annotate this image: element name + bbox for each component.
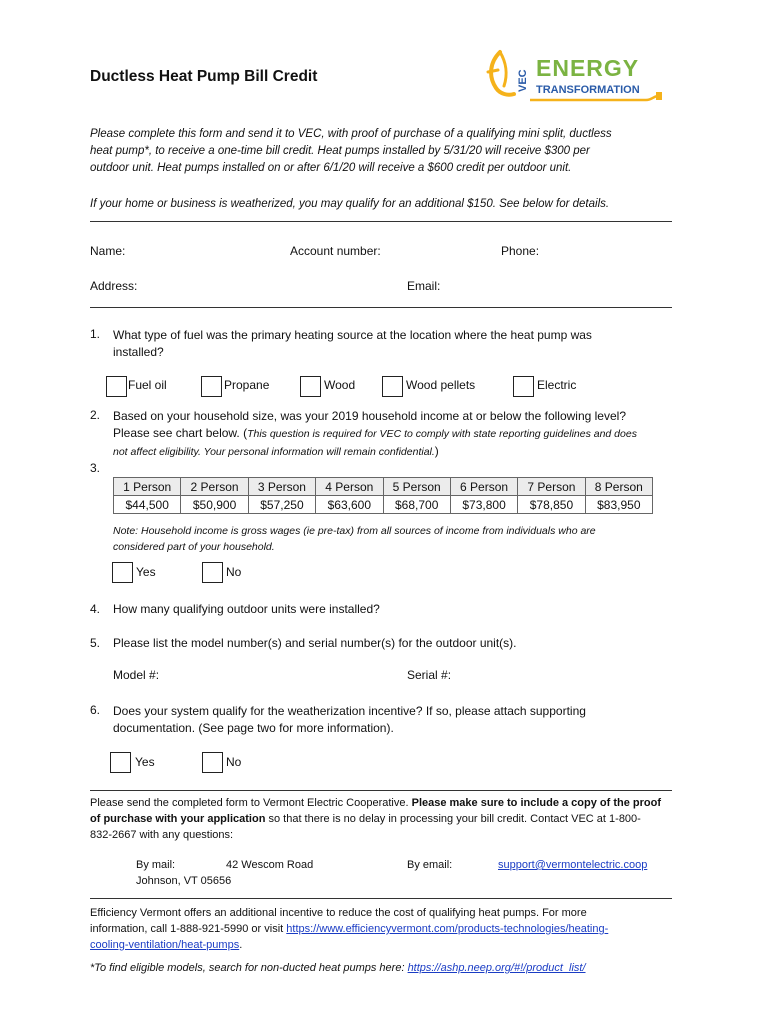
fuel-oil-checkbox[interactable] [106,376,127,397]
wood-checkbox[interactable] [300,376,321,397]
page-title: Ductless Heat Pump Bill Credit [90,68,318,85]
weatherization-no-label: No [226,755,242,769]
mail-address-line: 42 Wescom Road [226,859,314,871]
question-1-line: What type of fuel was the primary heating source at the location where the heat pump was [113,328,592,342]
question-2-line: Based on your household size, was your 2019 household income at or below the following level? [113,409,626,423]
by-mail-label: By mail: [136,859,176,871]
question-2-line [113,443,637,461]
efficiency-text: . [239,939,243,951]
table-cell: $63,600 [316,496,383,514]
address-label: Address: [90,279,138,293]
table-cell: $57,250 [248,496,315,514]
electric-label: Electric [537,378,577,392]
logo-word-energy: ENERGY [536,55,640,81]
table-cell: $78,850 [518,496,585,514]
table-cell: $68,700 [383,496,450,514]
footnote-text: *To find eligible models, search for non-ducted heat pumps here: [90,962,408,974]
propane-label: Propane [224,378,270,392]
question-4: How many qualifying outdoor units were installed? [113,602,380,616]
question-1-line: installed? [113,345,164,359]
question-2-disclaimer: This question is required for VEC to comply with state reporting guidelines and does [247,428,637,440]
support-email-link[interactable]: support@vermontelectric.coop [498,859,648,871]
efficiency-vermont-link[interactable]: https://www.efficiencyvermont.com/products-technologies/heating- [286,923,609,935]
efficiency-vermont-note [90,905,690,953]
divider [90,790,672,791]
table-header-cell: 1 Person [114,478,181,496]
income-table-header-row [114,478,653,496]
efficiency-vermont-link[interactable]: cooling-ventilation/heat-pumps [90,939,240,951]
intro-paragraph [90,126,612,177]
name-label: Name: [90,244,126,258]
table-cell: $73,800 [450,496,517,514]
income-yes-label: Yes [136,565,156,579]
divider [90,307,672,308]
table-cell: $50,900 [181,496,248,514]
send-text: so that there is no delay in processing your bill credit. Contact VEC at 1-800- [265,813,641,825]
email-label: Email: [407,279,441,293]
intro-line: heat pump*, to receive a one-time bill credit. Heat pumps installed by 5/31/20 will receive $300 per [90,145,590,157]
question-2-text: ) [434,444,439,458]
table-header-cell: 5 Person [383,478,450,496]
electric-checkbox[interactable] [513,376,534,397]
question-2 [113,408,637,461]
account-number-label: Account number: [290,244,381,258]
wood-pellets-label: Wood pellets [406,378,476,392]
question-number: 4. [90,602,101,616]
footnote [90,962,586,974]
divider [90,221,672,222]
efficiency-text: Efficiency Vermont offers an additional incentive to reduce the cost of qualifying heat pumps. For more [90,907,587,919]
question-1 [113,327,592,361]
serial-number-label: Serial #: [407,668,452,682]
logo-graphic [486,48,666,108]
question-6 [113,703,586,737]
question-6-line: Does your system qualify for the weatherization incentive? If so, please attach supporting [113,704,586,718]
question-2-text: Please see chart below. ( [113,426,248,440]
income-table [113,477,653,514]
wood-pellets-checkbox[interactable] [382,376,403,397]
send-text: Please send the completed form to Vermont Electric Cooperative. [90,797,412,809]
table-header-cell: 7 Person [518,478,585,496]
propane-checkbox[interactable] [201,376,222,397]
send-emphasis: of purchase with your application [90,813,266,825]
table-cell: $83,950 [585,496,652,514]
income-no-label: No [226,565,242,579]
vec-energy-transformation-logo [486,48,666,108]
income-no-checkbox[interactable] [202,562,223,583]
income-note [113,523,596,555]
efficiency-text: information, call 1-888-921-5990 or visit [90,923,287,935]
send-instructions [90,795,690,843]
income-note-line: considered part of your household. [113,541,275,553]
question-number: 1. [90,327,101,341]
table-header-cell: 3 Person [248,478,315,496]
weatherization-no-checkbox[interactable] [202,752,223,773]
table-header-cell: 4 Person [316,478,383,496]
neep-product-list-link[interactable]: https://ashp.neep.org/#!/product_list/ [407,962,586,974]
logo-word-transformation: TRANSFORMATION [536,84,640,96]
table-header-cell: 6 Person [450,478,517,496]
question-number: 2. [90,408,101,422]
question-2-disclaimer: not affect eligibility. Your personal information will remain confidential. [113,446,435,458]
table-header-cell: 8 Person [585,478,652,496]
question-6-line: documentation. (See page two for more information). [113,721,394,735]
send-emphasis: Please make sure to include a copy of the proof [411,797,662,809]
question-2-line [113,425,637,443]
weatherization-yes-label: Yes [135,755,155,769]
model-number-label: Model #: [113,668,160,682]
table-cell: $44,500 [114,496,181,514]
question-number: 3. [90,461,101,475]
weatherization-yes-checkbox[interactable] [110,752,131,773]
mail-address-line: Johnson, VT 05656 [136,875,232,887]
send-text: 832-2667 with any questions: [90,829,234,841]
table-header-cell: 2 Person [181,478,248,496]
logo-side-text: VEC [517,69,529,92]
income-yes-checkbox[interactable] [112,562,133,583]
question-number: 5. [90,636,101,650]
wood-label: Wood [324,378,356,392]
intro-line: Please complete this form and send it to VEC, with proof of purchase of a qualifying mini split, ductless [90,128,612,140]
question-5: Please list the model number(s) and serial number(s) for the outdoor unit(s). [113,636,517,650]
fuel-oil-label: Fuel oil [128,378,167,392]
by-email-label: By email: [407,859,453,871]
weatherized-note: If your home or business is weatherized, you may qualify for an additional $150. See below for details. [90,198,610,210]
income-note-line: Note: Household income is gross wages (ie pre-tax) from all sources of income from individuals who are [113,525,596,537]
divider [90,898,672,899]
income-table-value-row [114,496,653,514]
phone-label: Phone: [501,244,540,258]
intro-line: outdoor unit. Heat pumps installed on or after 6/1/20 will receive a $600 credit per outdoor unit. [90,162,572,174]
question-number: 6. [90,703,101,717]
